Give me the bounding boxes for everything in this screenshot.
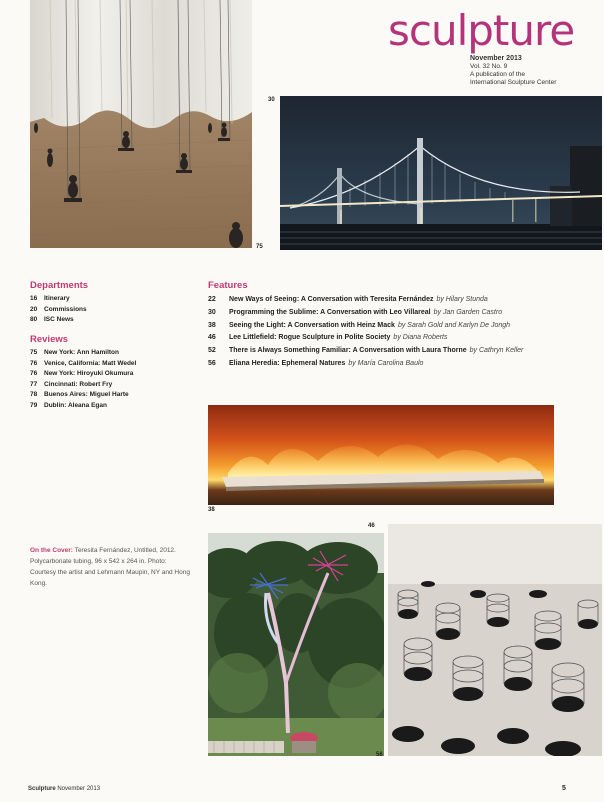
departments-title: Departments [30, 280, 89, 291]
footer-magazine-line [28, 786, 100, 792]
list-item[interactable]: 75 New York: Ann Hamilton [30, 349, 119, 356]
photo-bay-bridge-lights [280, 96, 602, 250]
issue-date: November 2013 [470, 55, 522, 62]
photo-swings-installation [30, 0, 252, 248]
list-item[interactable]: 80 ISC News [30, 316, 74, 323]
masthead [388, 6, 600, 87]
list-item[interactable]: 46 Lee Littlefield: Rogue Sculpture in Polite Society by Diana Roberts [208, 334, 448, 342]
list-item[interactable]: 76 New York: Hiroyuki Okumura [30, 370, 134, 377]
cover-note-text: Teresita Fernández, Untitled, 2012. Polycarbonate tubing, 96 x 542 x 264 in. Photo: Courtesy the artist and Lehmann Maupin, NY and Hong Kong. [30, 547, 190, 587]
photo-fire-sculpture [208, 405, 554, 505]
features-title: Features [208, 280, 248, 291]
list-item[interactable]: 77 Cincinnati: Robert Fry [30, 380, 113, 388]
footer-magazine-name: Sculpture [28, 786, 56, 792]
list-item[interactable]: 56 Eliana Heredia: Ephemeral Natures by María Carolina Baulo [208, 359, 424, 367]
publication-line-1: A publication of the [470, 71, 525, 78]
photo-tree-page-number: 46 [368, 523, 375, 529]
magazine-logo: sculpture [388, 6, 575, 55]
publication-line-2: International Sculpture Center [470, 79, 557, 86]
list-item[interactable]: 52 There is Always Something Familiar: A Conversation with Laura Thorne by Cathryn Keller [208, 347, 524, 355]
cover-note-label: On the Cover: [30, 547, 73, 554]
list-item[interactable]: 22 New Ways of Seeing: A Conversation with Teresita Fernández by Hilary Stunda [208, 296, 488, 303]
list-item[interactable]: 30 Programming the Sublime: A Conversation with Leo Villareal by Jan Garden Castro [208, 308, 503, 316]
list-item[interactable]: 20 Commissions [30, 305, 87, 313]
footer-date: November 2013 [57, 786, 101, 792]
issue-volume: Vol. 32 No. 9 [470, 63, 508, 70]
issue-info [470, 55, 600, 87]
list-item[interactable]: 16 Itinerary [30, 295, 70, 302]
photo-bridge-page-number: 30 [268, 97, 275, 103]
departments-section [30, 280, 200, 326]
reviews-section [30, 334, 200, 411]
photo-tree-sculpture [208, 533, 384, 756]
features-section [208, 280, 598, 371]
photo-swings-page-number: 75 [256, 244, 263, 250]
list-item[interactable]: 79 Dublin: Aleana Egan [30, 401, 107, 409]
list-item[interactable]: 38 Seeing the Light: A Conversation with Heinz Mack by Sarah Gold and Karlyn De Jongh [208, 321, 511, 329]
photo-spiral-installation [388, 524, 602, 756]
list-item[interactable]: 78 Buenos Aires: Miguel Harte [30, 391, 129, 398]
cover-note [30, 545, 190, 589]
photo-fire-page-number: 38 [208, 507, 215, 513]
photo-spirals-page-number: 56 [376, 752, 383, 758]
list-item[interactable]: 76 Venice, California: Matt Wedel [30, 359, 137, 367]
footer-page-number: 5 [562, 785, 566, 792]
reviews-title: Reviews [30, 334, 69, 345]
